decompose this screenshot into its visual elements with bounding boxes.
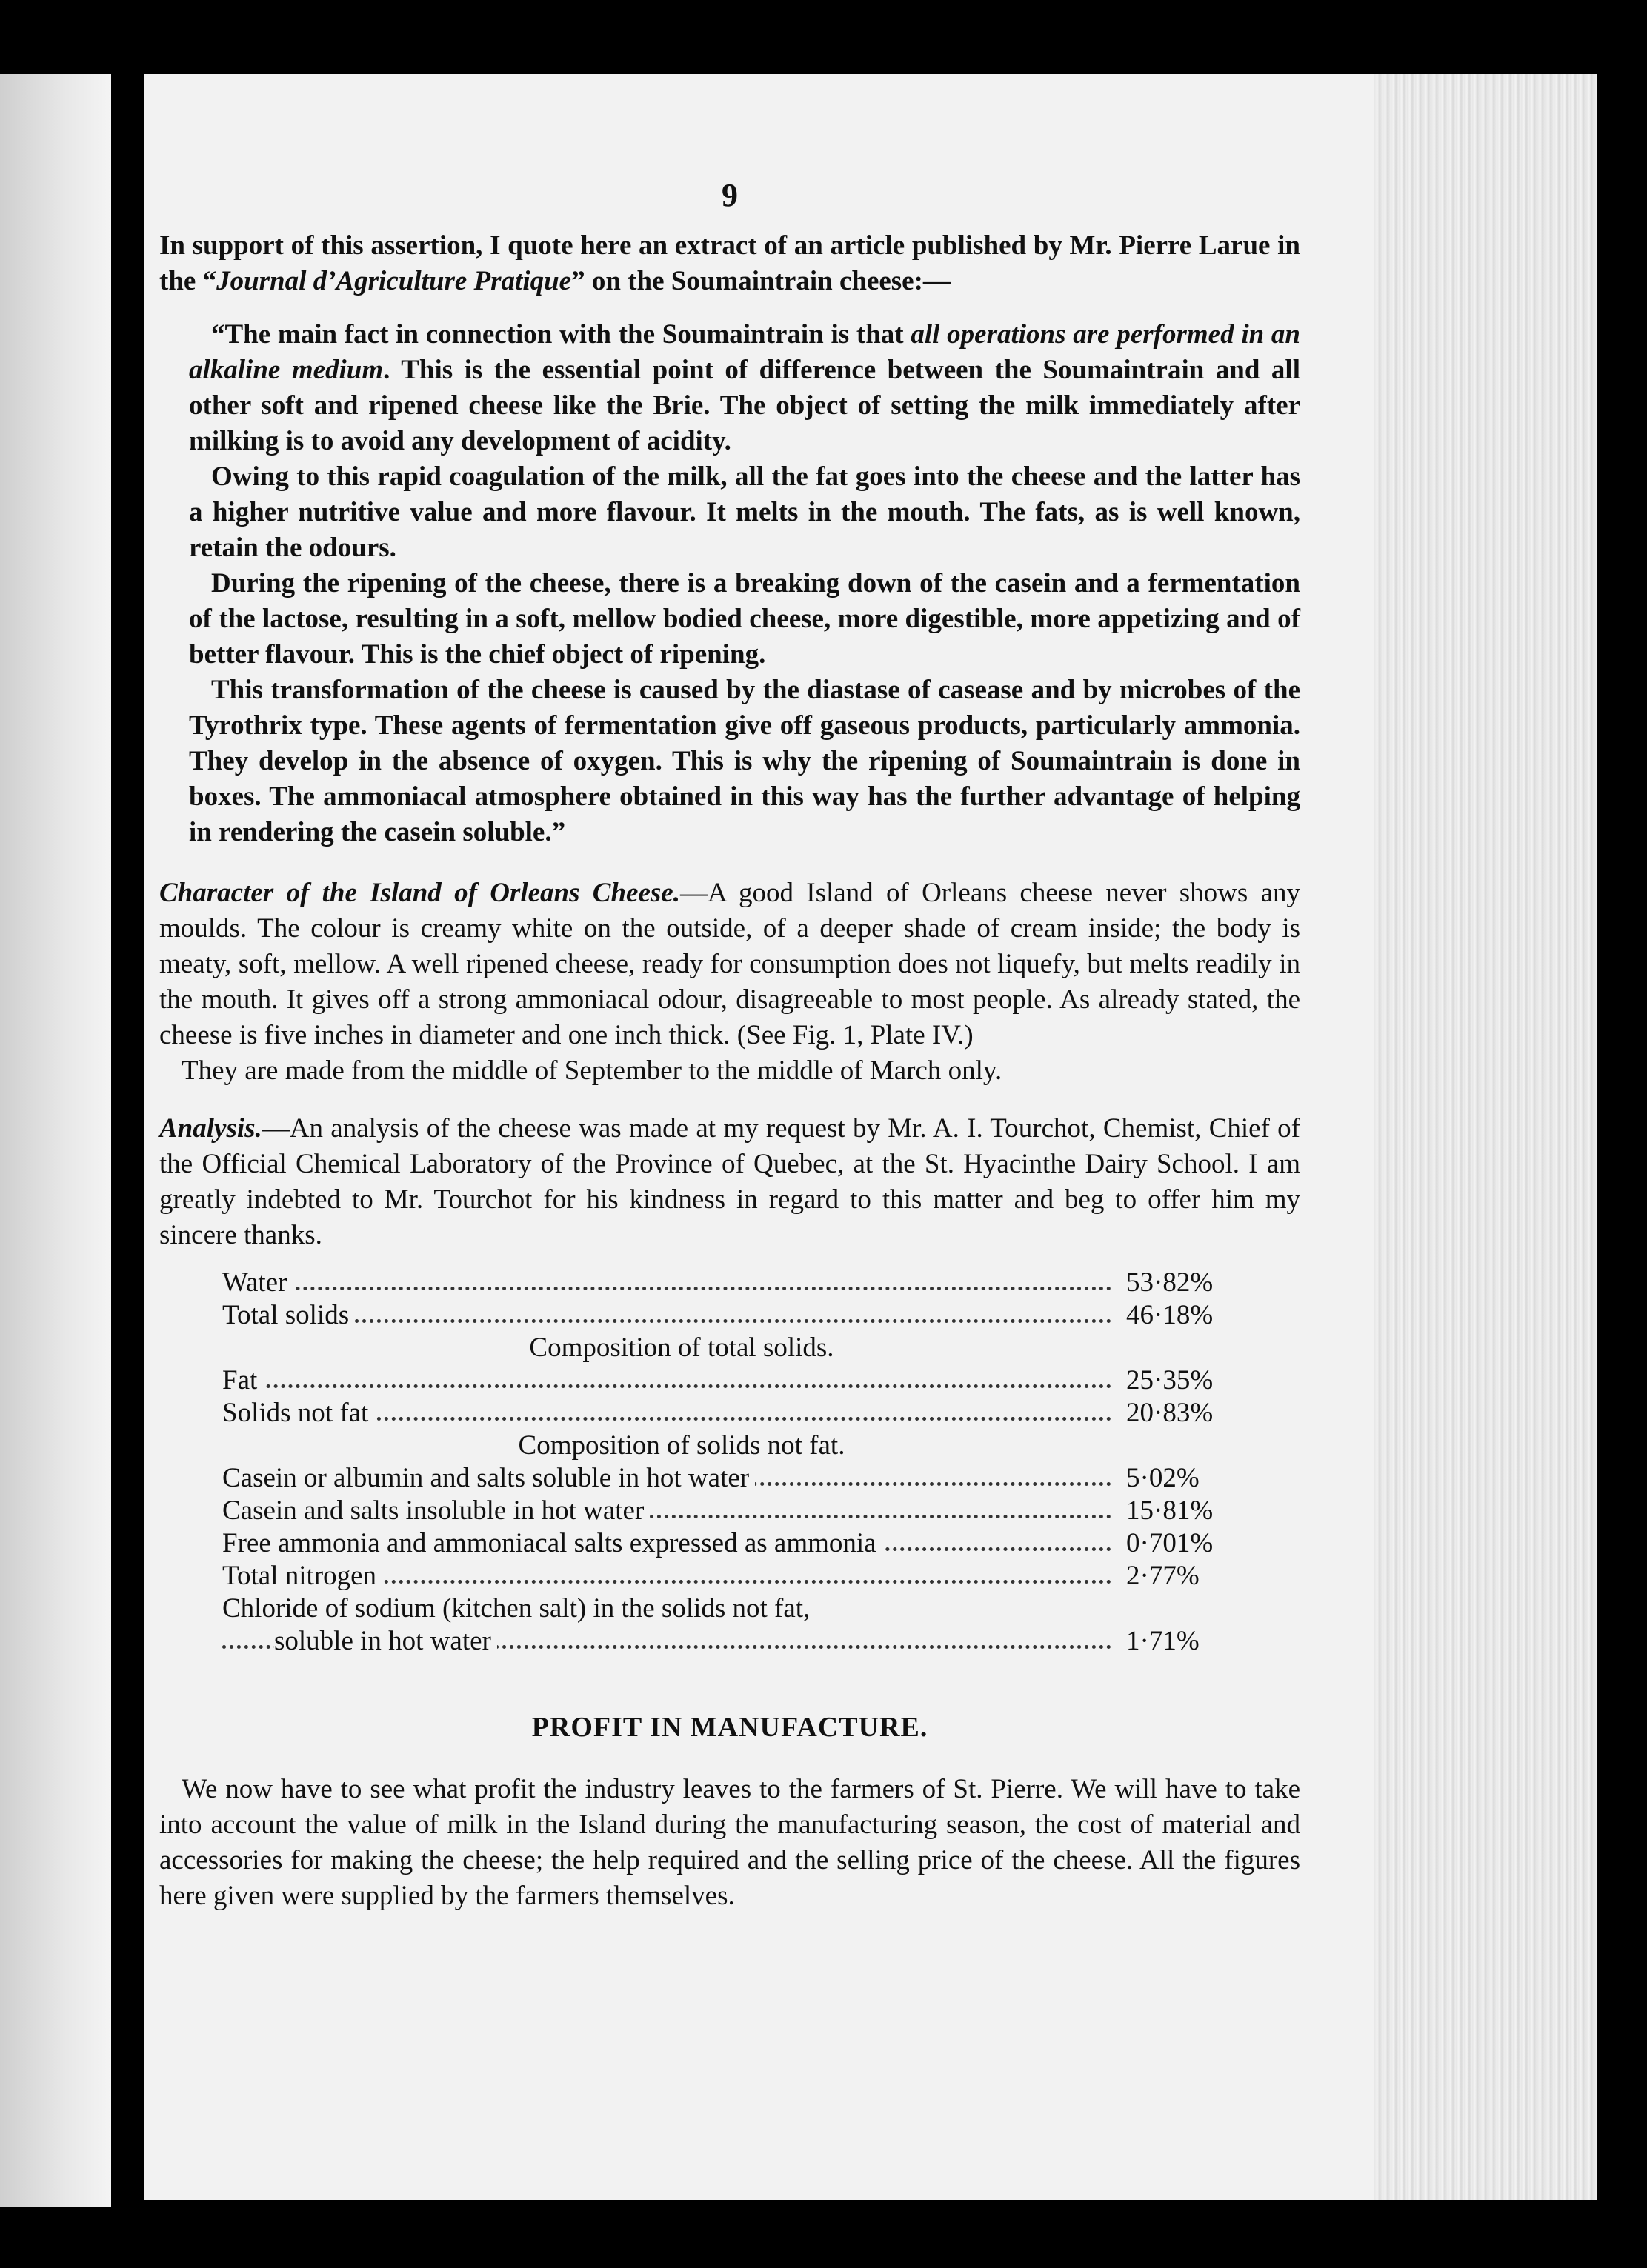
page-number: 9 — [722, 177, 738, 213]
character-heading: Character of the Island of Orleans Cheese. — [159, 878, 680, 908]
page-edge-stack — [1374, 74, 1597, 2200]
quote-paragraph-1: “The main fact in connection with the Soumaintrain is that all operations are performed in an alkaline medium. This is the essential point of difference between the Soumaintrain and all other soft and ripened cheese like the Brie. The object of setting the milk immediately after milking is to avoid any development of acidity. — [189, 319, 1301, 456]
analysis-table — [222, 1267, 1274, 1658]
table-row: Total solids 46·18% — [222, 1300, 1214, 1330]
table-row: Total nitrogen 2·77% — [222, 1561, 1200, 1591]
quoted-extract — [159, 317, 1300, 850]
profit-paragraph: We now have to see what profit the industry leaves to the farmers of St. Pierre. We will have to take into account the value of milk in the Island during the manufacturing season, the cost of material and accessories for making the cheese; the help required and the selling price of the cheese. All the figures here given were supplied by the farmers themselves. — [159, 1774, 1300, 1911]
table-row: Casein and salts insoluble in hot water 15·81% — [222, 1495, 1214, 1526]
season-paragraph: They are made from the middle of September to the middle of March only. — [182, 1055, 1002, 1086]
table-subheading: Composition of solids not fat. — [518, 1430, 845, 1461]
journal-title: Journal d’Agriculture Pratique — [216, 266, 572, 296]
quote-paragraph-2: Owing to this rapid coagulation of the milk, all the fat goes into the cheese and the latter has a higher nutritive value and more flavour. It melts in the mouth. The fats, as is well known, retain the odours. — [189, 461, 1300, 563]
table-row: Solids not fat 20·83% — [222, 1398, 1214, 1428]
analysis-heading: Analysis. — [159, 1113, 262, 1144]
section-heading: PROFIT IN MANUFACTURE. — [531, 1712, 928, 1743]
table-row: Fat 25·35% — [222, 1365, 1214, 1395]
table-row: soluble in hot water 1·71% — [222, 1625, 1274, 1658]
analysis-paragraph: Analysis.—An analysis of the cheese was made at my request by Mr. A. I. Tourchot, Chemist, Chief of the Official Chemical Laboratory of the Province of Quebec, at the St. Hyacinthe Dairy School. I am greatly indebted to Mr. Tourchot for his kindness in regard to this matter and beg to offer him my sincere thanks. — [159, 1113, 1300, 1250]
quote-paragraph-4: This transformation of the cheese is caused by the diastase of casease and by microbes of the Tyrothrix type. These agents of fermentation give off gaseous products, particularly ammonia. They develop in the absence of oxygen. This is why the ripening of Soumaintrain is done in boxes. The ammoniacal atmosphere obtained in this way has the further advantage of helping in rendering the casein soluble.” — [189, 675, 1300, 847]
table-row: Water 53·82% — [222, 1267, 1214, 1298]
table-row: Free ammonia and ammoniacal salts expressed as ammonia 0·701% — [222, 1528, 1214, 1558]
quote-paragraph-3: During the ripening of the cheese, there is a breaking down of the casein and a fermentation of the lactose, resulting in a soft, mellow bodied cheese, more digestible, more appetizing and of better flavour. This is the chief object of ripening. — [189, 568, 1300, 670]
page-content — [144, 178, 1300, 1914]
intro-paragraph: In support of this assertion, I quote here an extract of an article published by Mr. Pierre Larue in the “Journal d’Agriculture Pratique” on the Soumaintrain cheese:— — [159, 230, 1300, 296]
table-row: Casein or albumin and salts soluble in hot water 5·02% — [222, 1463, 1200, 1493]
document-page — [144, 74, 1597, 2200]
character-paragraph: Character of the Island of Orleans Cheese.—A good Island of Orleans cheese never shows any moulds. The colour is creamy white on the outside, of a deeper shade of cream inside; the body is meaty, soft, mellow. A well ripened cheese, ready for consumption does not liquefy, but melts readily in the mouth. It gives off a strong ammoniacal odour, disagreeable to most people. As already stated, the cheese is five inches in diameter and one inch thick. (See Fig. 1, Plate IV.) — [159, 878, 1300, 1050]
table-subheading: Composition of total solids. — [529, 1333, 834, 1363]
table-row: Chloride of sodium (kitchen salt) in the solids not fat, — [222, 1593, 811, 1624]
adjacent-page-edge — [0, 74, 111, 2207]
